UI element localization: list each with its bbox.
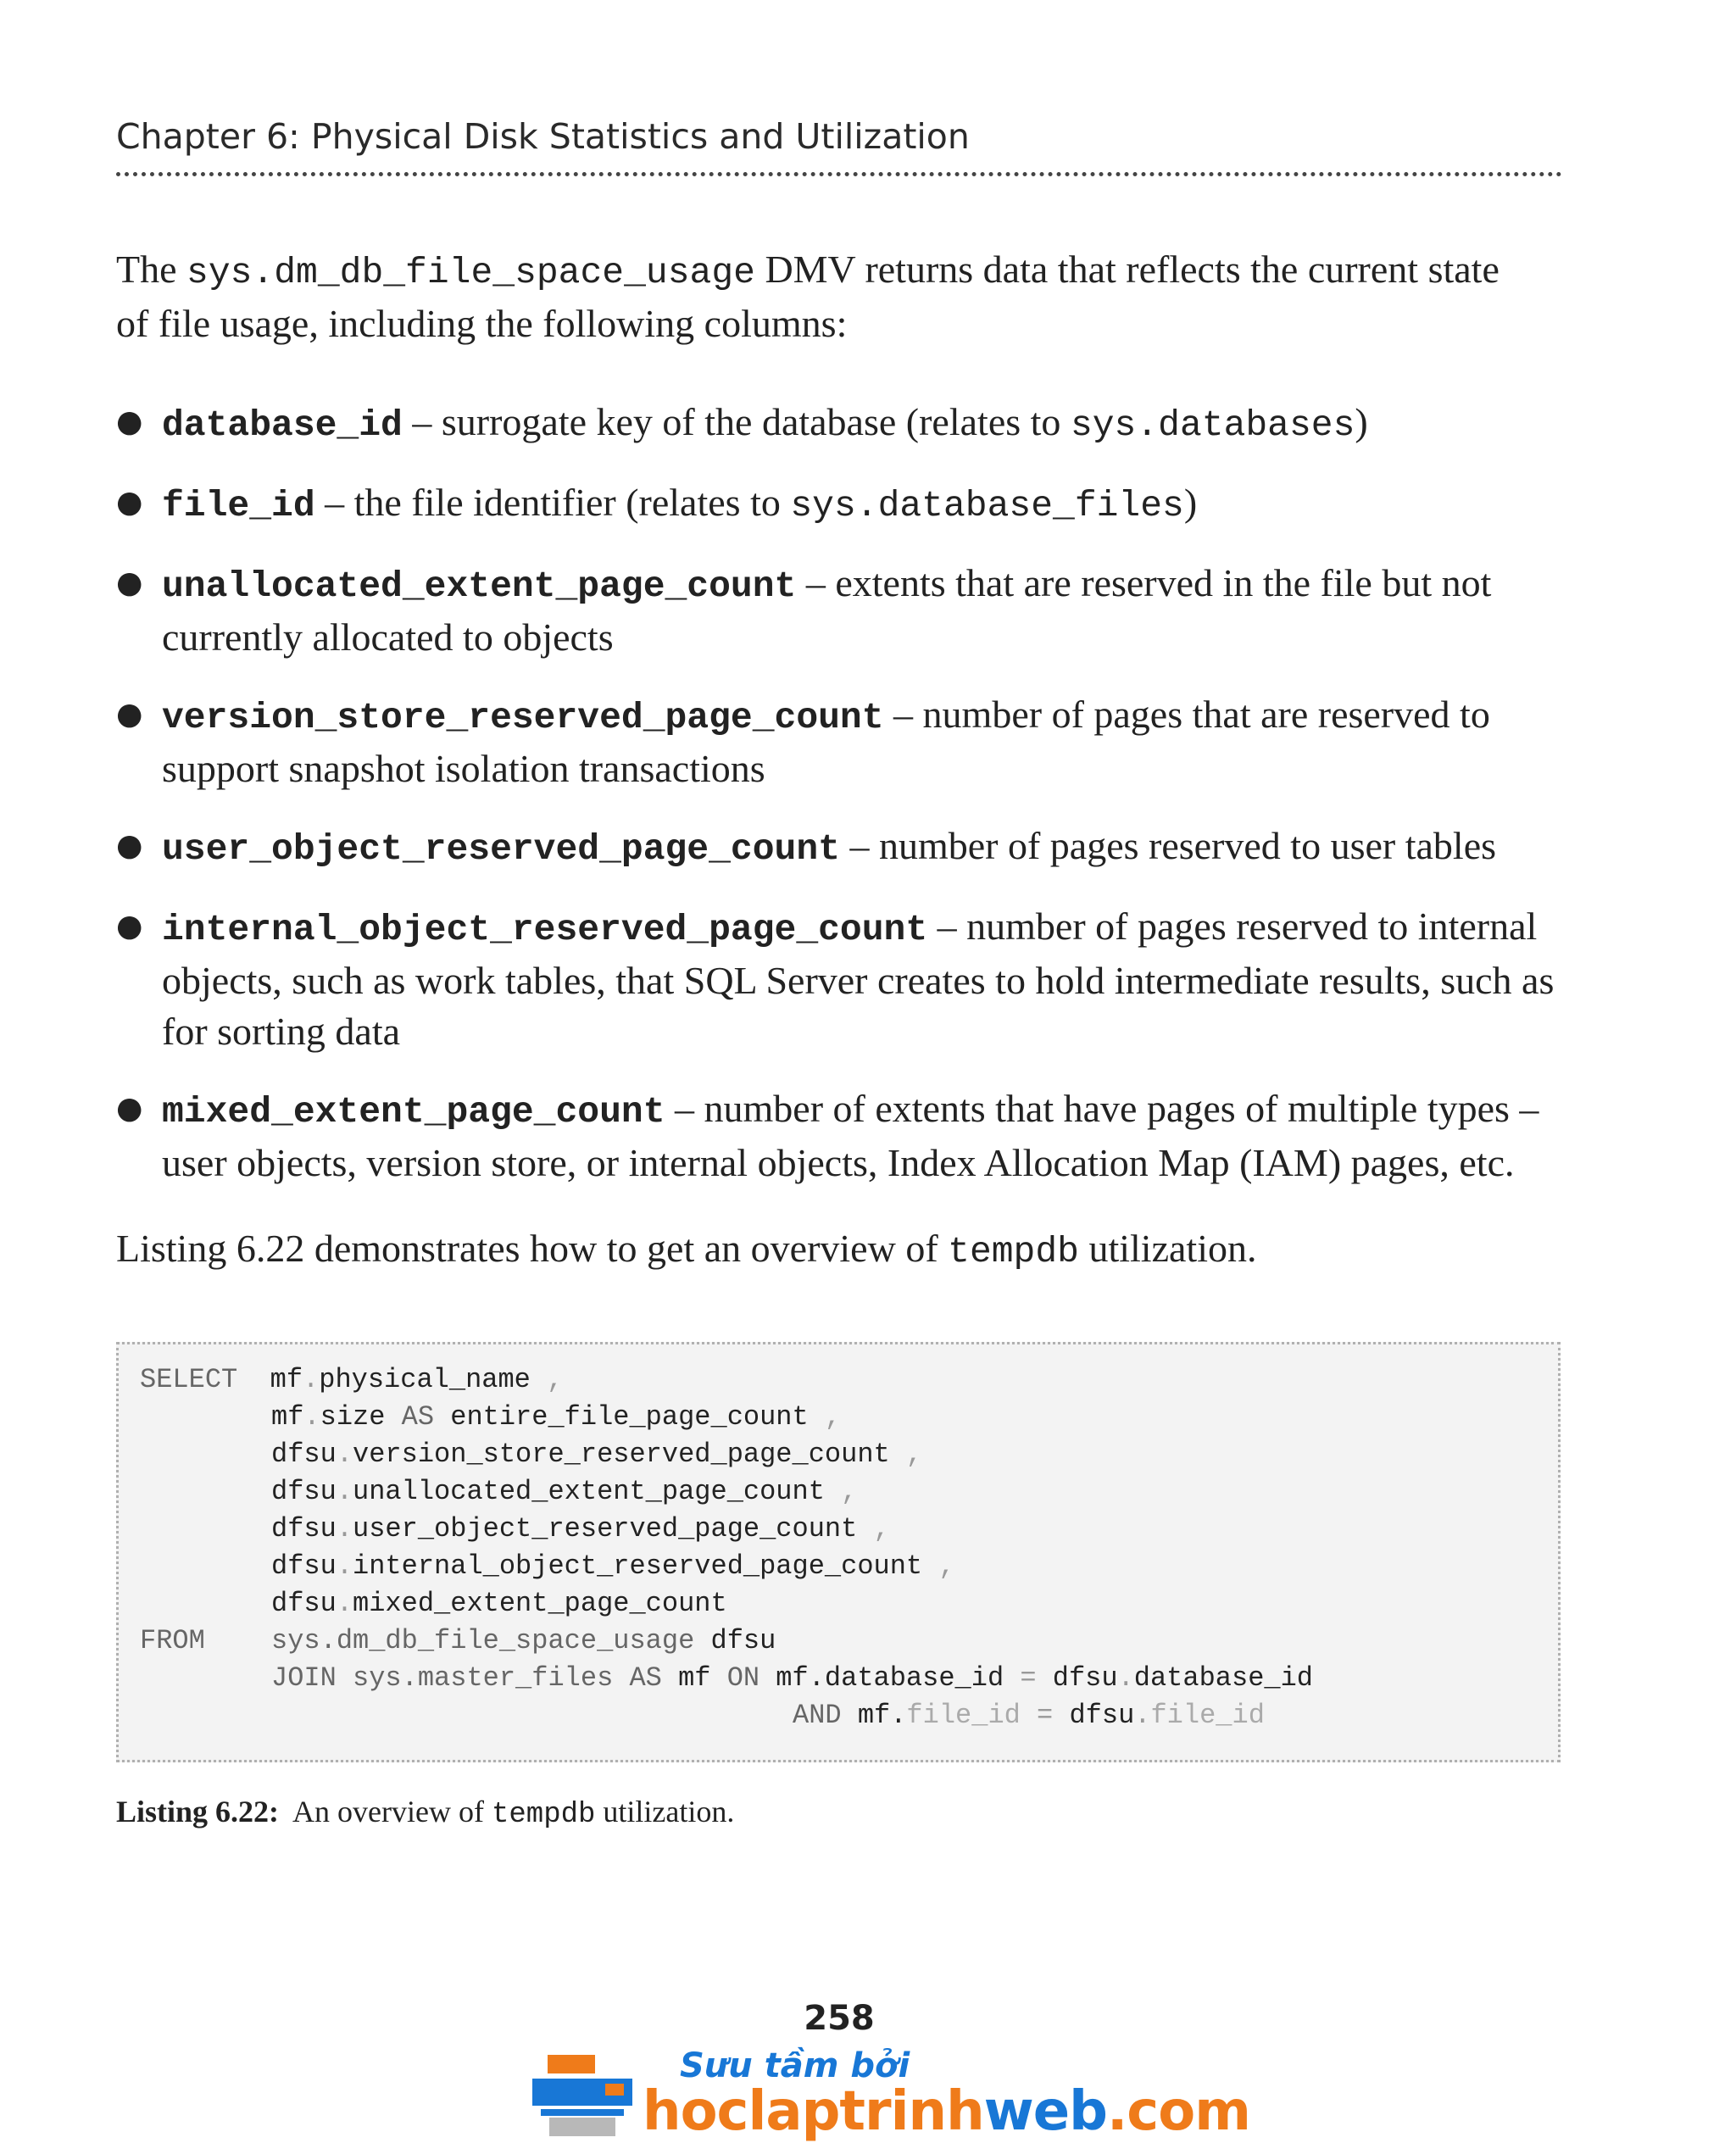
column-name: internal_object_reserved_page_count (162, 909, 928, 950)
caption-text-after: utilization. (595, 1795, 735, 1829)
column-name: version_store_reserved_page_count (162, 697, 884, 738)
column-name: user_object_reserved_page_count (162, 828, 840, 870)
column-desc: – number of pages reserved to internal objects, such as work tables, that SQL Server creates to hold intermediate results, such as for sorting data (162, 905, 1555, 1053)
watermark-site: hoclaptrinhweb.com (643, 2080, 1250, 2143)
watermark-logo (526, 2046, 1250, 2143)
code-line-4: dfsu.unallocated_extent_page_count , (271, 1476, 858, 1507)
column-name: mixed_extent_page_count (162, 1091, 665, 1133)
keyword-select: SELECT (140, 1364, 238, 1395)
column-list (116, 397, 1574, 1215)
keyword-from: FROM (140, 1625, 205, 1656)
caption-code: tempdb (491, 1799, 596, 1831)
code-line-10: AND mf.file_id = dfsu.file_id (793, 1700, 1265, 1731)
code-line-1: SELECT mf.physical_name , (140, 1364, 564, 1395)
caption-text: An overview of (279, 1795, 492, 1829)
column-name: file_id (162, 485, 315, 526)
bullet-icon: ● (116, 697, 143, 732)
code-line-7: dfsu.mixed_extent_page_count (271, 1588, 727, 1619)
column-name: database_id (162, 404, 403, 446)
intro-text-after: DMV returns data that reflects the current state (754, 248, 1500, 291)
page-number: 258 (804, 1999, 875, 2038)
code-line-5: dfsu.user_object_reserved_page_count , (271, 1513, 890, 1545)
code-line-6: dfsu.internal_object_reserved_page_count , (271, 1550, 955, 1582)
column-desc: – extents that are reserved in the file but not currently allocated to objects (162, 561, 1492, 659)
column-desc: – surrogate key of the database (relates to (402, 400, 1071, 443)
intro-text-line2: of file usage, including the following columns: (116, 302, 848, 345)
chapter-header: Chapter 6: Physical Disk Statistics and Utilization (116, 116, 1562, 176)
column-name: unallocated_extent_page_count (162, 565, 797, 607)
bullet-icon: ● (116, 404, 143, 439)
column-desc-tail: ) (1355, 400, 1368, 443)
list-item (116, 689, 1574, 794)
listing-caption (116, 1794, 734, 1831)
bullet-icon: ● (116, 1091, 143, 1126)
column-ref-code: sys.database_files (790, 485, 1184, 526)
column-desc: – the file identifier (relates to (314, 481, 791, 524)
intro-code-dmv: sys.dm_db_file_space_usage (186, 252, 755, 293)
listing-intro-before: Listing 6.22 demonstrates how to get an overview of (116, 1227, 949, 1270)
bullet-icon: ● (116, 909, 143, 943)
listing-intro-code: tempdb (948, 1231, 1079, 1272)
column-desc: – number of pages reserved to user tables (839, 824, 1497, 867)
column-desc: – number of extents that have pages of multiple types – user objects, version store, or internal objects, Index Allocation Map (IAM) pages, etc. (162, 1087, 1539, 1184)
list-item (116, 397, 1574, 451)
list-item (116, 558, 1574, 663)
column-ref-code: sys.databases (1070, 404, 1355, 446)
list-item (116, 901, 1574, 1057)
intro-text-before: The (116, 248, 187, 291)
code-line-8 (140, 1623, 205, 1660)
code-line-2: mf.size AS entire_file_page_count , (271, 1401, 842, 1433)
column-desc-tail: ) (1183, 481, 1198, 524)
caption-label: Listing 6.22: (116, 1795, 280, 1829)
bullet-icon: ● (116, 485, 143, 520)
code-listing (116, 1342, 1561, 1762)
printer-logo-icon (532, 2055, 632, 2140)
listing-intro-after: utilization. (1078, 1227, 1257, 1270)
list-item (116, 1083, 1574, 1188)
watermark-tagline: Sưu tầm bởi (680, 2046, 910, 2085)
bullet-icon: ● (116, 828, 143, 863)
code-line-3: dfsu.version_store_reserved_page_count , (271, 1439, 923, 1470)
code-line-8-body: sys.dm_db_file_space_usage dfsu (271, 1625, 776, 1656)
intro-paragraph (116, 244, 1574, 349)
listing-intro-paragraph (116, 1223, 1574, 1277)
list-item (116, 477, 1574, 532)
list-item (116, 821, 1574, 875)
code-line-9: JOIN sys.master_files AS mf ON mf.database_id = dfsu.database_id (271, 1662, 1313, 1694)
bullet-icon: ● (116, 565, 143, 600)
column-desc: – number of pages that are reserved to support snapshot isolation transactions (162, 693, 1490, 790)
